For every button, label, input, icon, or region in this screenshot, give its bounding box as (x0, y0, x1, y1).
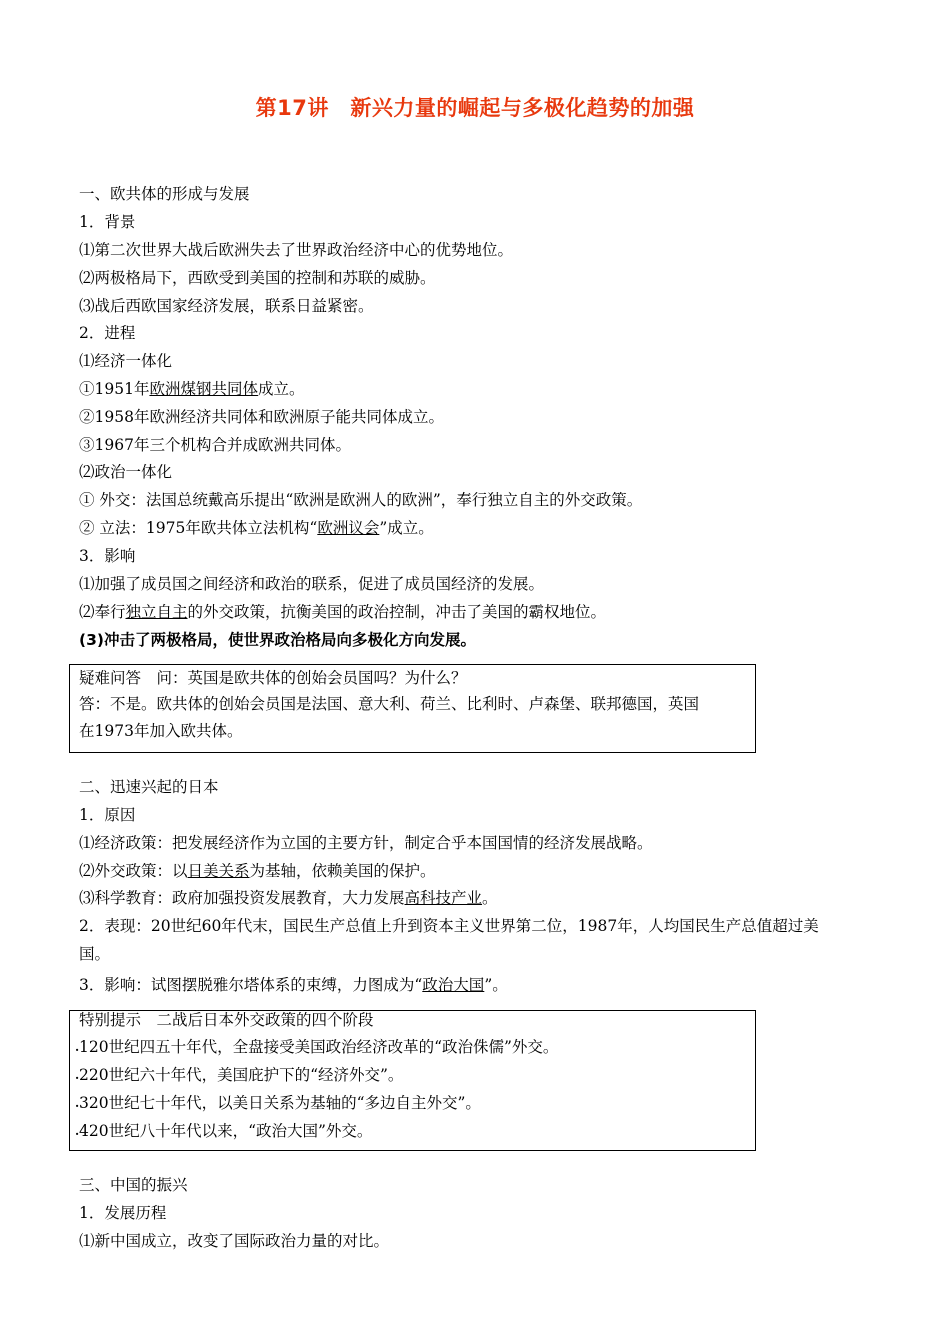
background-point-1: ⑴第二次世界大战后欧洲失去了世界政治经济中心的优势地位。 (79, 241, 514, 259)
econ-integration-title: ⑴经济一体化 (79, 352, 173, 370)
tip-item-3: . 320世纪七十年代，以美日关系为基轴的“多边自主外交”。 (75, 1094, 481, 1112)
cause-point-1: ⑴经济政策：把发展经济作为立国的主要方针，制定合乎本国国情的经济发展战略。 (79, 834, 653, 852)
performance-line-cont: 国。 (79, 945, 111, 963)
tip-item-4: . 420世纪八十年代以来，“政治大国”外交。 (75, 1122, 373, 1140)
impact-point-3: (3)冲击了两极格局，使世界政治格局向多极化方向发展。 (79, 631, 476, 649)
key-term: 日美关系 (187, 862, 250, 880)
subheading-process: 2．进程 (79, 324, 136, 342)
development-point-1: ⑴新中国成立，改变了国际政治力量的对比。 (79, 1232, 390, 1250)
pol-point-1: ① 外交：法国总统戴高乐提出“欧洲是欧洲人的欧洲”，奉行独立自主的外交政策。 (79, 491, 643, 509)
econ-point-2: ②1958年欧洲经济共同体和欧洲原子能共同体成立。 (79, 408, 444, 426)
pol-point-2: ② 立法：1975年欧共体立法机构“欧洲议会”成立。 (79, 519, 434, 537)
tip-item-2: . 220世纪六十年代，美国庇护下的“经济外交”。 (75, 1066, 404, 1084)
background-point-3: ⑶战后西欧国家经济发展，联系日益紧密。 (79, 297, 374, 315)
bullet-icon: . (75, 1096, 80, 1110)
econ-point-1: ①1951年欧洲煤钢共同体成立。 (79, 380, 305, 398)
influence-line: 3．影响：试图摆脱雅尔塔体系的束缚，力图成为“政治大国”。 (79, 976, 508, 994)
tip-item-1: . 120世纪四五十年代，全盘接受美国政治经济改革的“政治侏儒”外交。 (75, 1038, 559, 1056)
key-term: 欧洲议会 (317, 519, 380, 537)
page-title: 第17讲 新兴力量的崛起与多极化趋势的加强 (255, 96, 695, 120)
section-heading-ec: 一、欧共体的形成与发展 (79, 185, 250, 203)
subheading-causes: 1．原因 (79, 806, 136, 824)
key-term: 政治大国 (422, 976, 485, 994)
cause-point-2: ⑵外交政策：以日美关系为基轴，依赖美国的保护。 (79, 862, 436, 880)
cause-point-3: ⑶科学教育：政府加强投资发展教育，大力发展高科技产业。 (79, 889, 498, 907)
tip-box (69, 1010, 756, 1151)
subheading-development: 1．发展历程 (79, 1204, 167, 1222)
bullet-icon: . (75, 1040, 80, 1054)
qa-answer: 答：不是。欧共体的创始会员国是法国、意大利、荷兰、比利时、卢森堡、联邦德国，英国 (79, 695, 700, 713)
subheading-background: 1．背景 (79, 213, 136, 231)
subheading-impact: 3．影响 (79, 547, 136, 565)
econ-point-3: ③1967年三个机构合并成欧洲共同体。 (79, 436, 351, 454)
bullet-icon: . (75, 1068, 80, 1082)
qa-box (69, 664, 756, 753)
qa-answer-cont: 在1973年加入欧共体。 (79, 722, 243, 740)
key-term: 独立自主 (125, 603, 188, 621)
impact-point-1: ⑴加强了成员国之间经济和政治的联系，促进了成员国经济的发展。 (79, 575, 545, 593)
tip-title: 特别提示 二战后日本外交政策的四个阶段 (79, 1011, 374, 1029)
performance-line: 2．表现：20世纪60年代末，国民生产总值上升到资本主义世界第二位，1987年，人均国民生产总值超过美 (79, 917, 819, 935)
key-term: 高科技产业 (404, 889, 483, 907)
qa-question: 疑难问答 问：英国是欧共体的创始会员国吗？为什么？ (79, 669, 467, 687)
section-heading-japan: 二、迅速兴起的日本 (79, 778, 219, 796)
key-term: 欧洲煤钢共同体 (149, 380, 258, 398)
impact-point-2: ⑵奉行独立自主的外交政策，抗衡美国的政治控制，冲击了美国的霸权地位。 (79, 603, 607, 621)
background-point-2: ⑵两极格局下，西欧受到美国的控制和苏联的威胁。 (79, 269, 436, 287)
bullet-icon: . (75, 1124, 80, 1138)
pol-integration-title: ⑵政治一体化 (79, 463, 173, 481)
section-heading-china: 三、中国的振兴 (79, 1176, 188, 1194)
